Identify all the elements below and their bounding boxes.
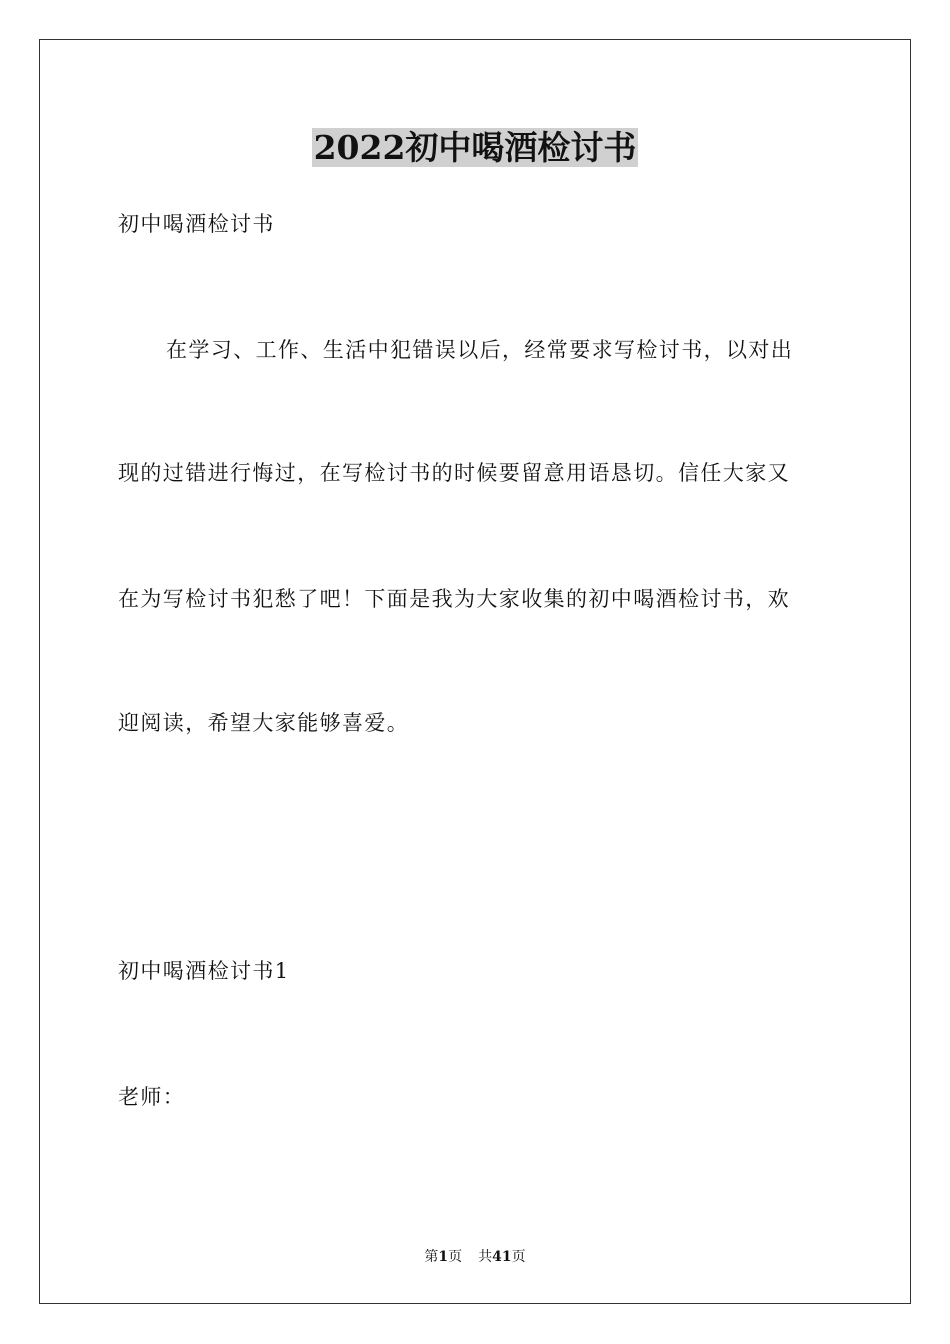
footer-total-suffix: 页 <box>511 1249 526 1265</box>
document-subtitle: 初中喝酒检讨书 <box>118 212 275 236</box>
intro-line-3: 在为写检讨书犯愁了吧！下面是我为大家收集的初中喝酒检讨书，欢 <box>118 587 790 611</box>
section-heading: 初中喝酒检讨书1 <box>118 959 290 983</box>
intro-line-1: 在学习、工作、生活中犯错误以后，经常要求写检讨书，以对出 <box>166 338 794 362</box>
page-footer <box>0 1247 950 1267</box>
document-title-text: 2022初中喝酒检讨书 <box>313 128 637 167</box>
intro-line-2: 现的过错进行悔过，在写检讨书的时候要留意用语恳切。信任大家又 <box>118 461 790 485</box>
footer-total-prefix: 共 <box>478 1249 493 1265</box>
document-title <box>0 124 950 172</box>
footer-page-prefix: 第 <box>424 1249 439 1265</box>
footer-page-number: 1 <box>438 1249 449 1265</box>
footer-total-pages: 41 <box>492 1249 512 1265</box>
footer-page-suffix: 页 <box>448 1249 463 1265</box>
intro-line-4: 迎阅读，希望大家能够喜爱。 <box>118 711 410 735</box>
salutation: 老师： <box>118 1085 186 1109</box>
